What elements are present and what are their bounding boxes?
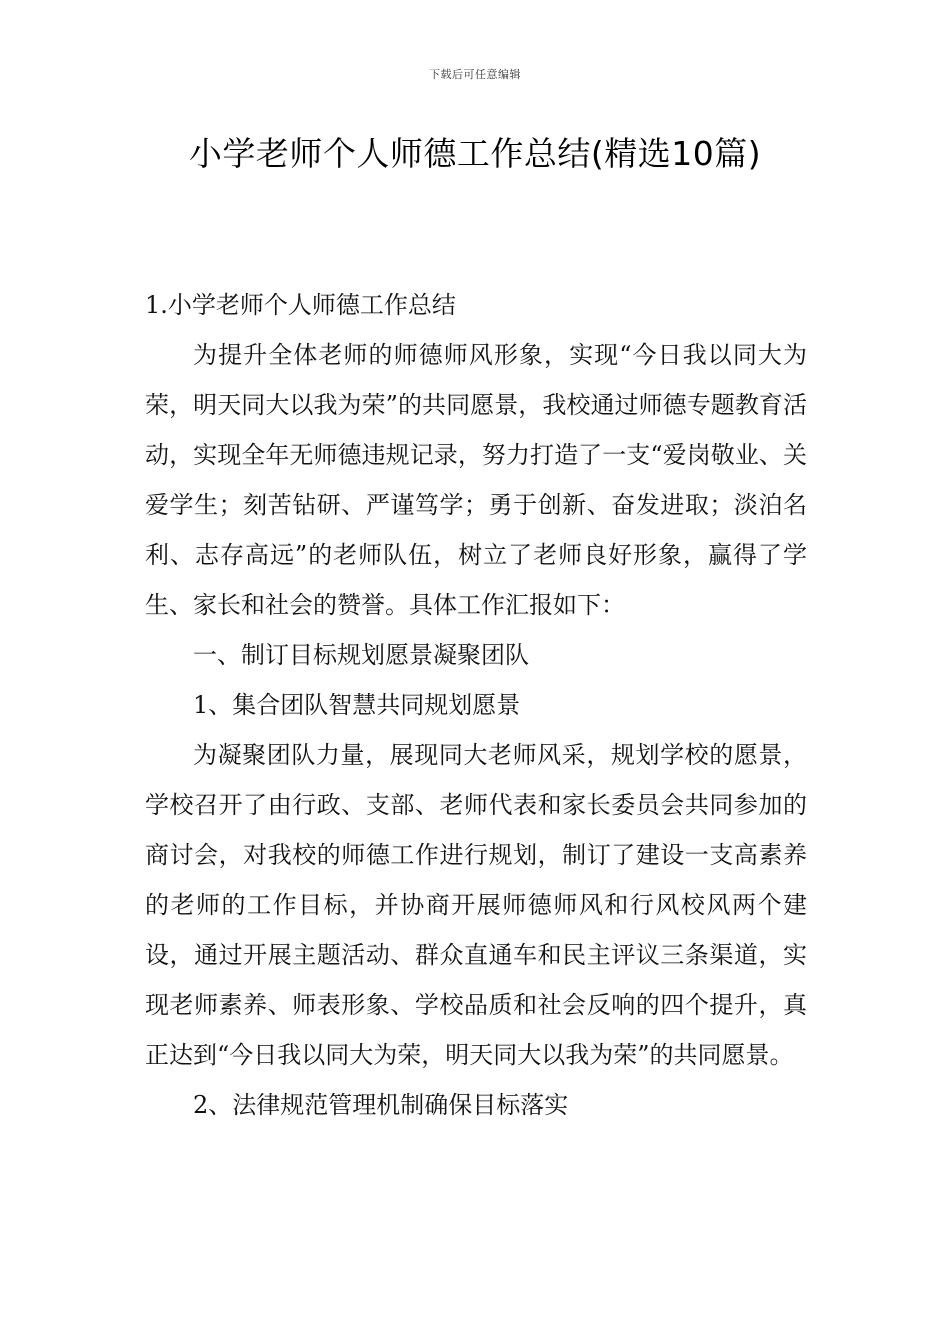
subheading-one: 1、集合团队智慧共同规划愿景 bbox=[193, 691, 521, 719]
subheading-one-body: 为凝聚团队力量，展现同大老师风采，规划学校的愿景，学校召开了由行政、支部、老师代表和家长委员会共同参加的商讨会，对我校的师德工作进行规划，制订了建设一支高素养的老师的工作目标，并协商开展师德师风和行风校风两个建设，通过开展主题活动、群众直通车和民主评议三条渠道，实现老师素养、师表形象、学校品质和社会反响的四个提升，真正达到“今日我以同大为荣，明天同大以我为荣”的共同愿景。 bbox=[145, 741, 807, 1069]
heading-one: 一、制订目标规划愿景凝聚团队 bbox=[193, 641, 529, 669]
header-note: 下载后可任意编辑 bbox=[429, 68, 521, 81]
intro-paragraph: 为提升全体老师的师德师风形象，实现“今日我以同大为荣，明天同大以我为荣”的共同愿景，我校通过师德专题教育活动，实现全年无师德违规记录，努力打造了一支“爱岗敬业、关爱学生；刻苦钻研、严谨笃学；勇于创新、奋发进取；淡泊名利、志存高远”的老师队伍，树立了老师良好形象，赢得了学生、家长和社会的赞誉。具体工作汇报如下： bbox=[145, 341, 807, 619]
section-heading: 1.小学老师个人师德工作总结 bbox=[145, 291, 456, 319]
document-title: 小学老师个人师德工作总结(精选10篇) bbox=[188, 134, 762, 173]
document-body bbox=[145, 280, 807, 1130]
subheading-two: 2、法律规范管理机制确保目标落实 bbox=[193, 1091, 569, 1119]
